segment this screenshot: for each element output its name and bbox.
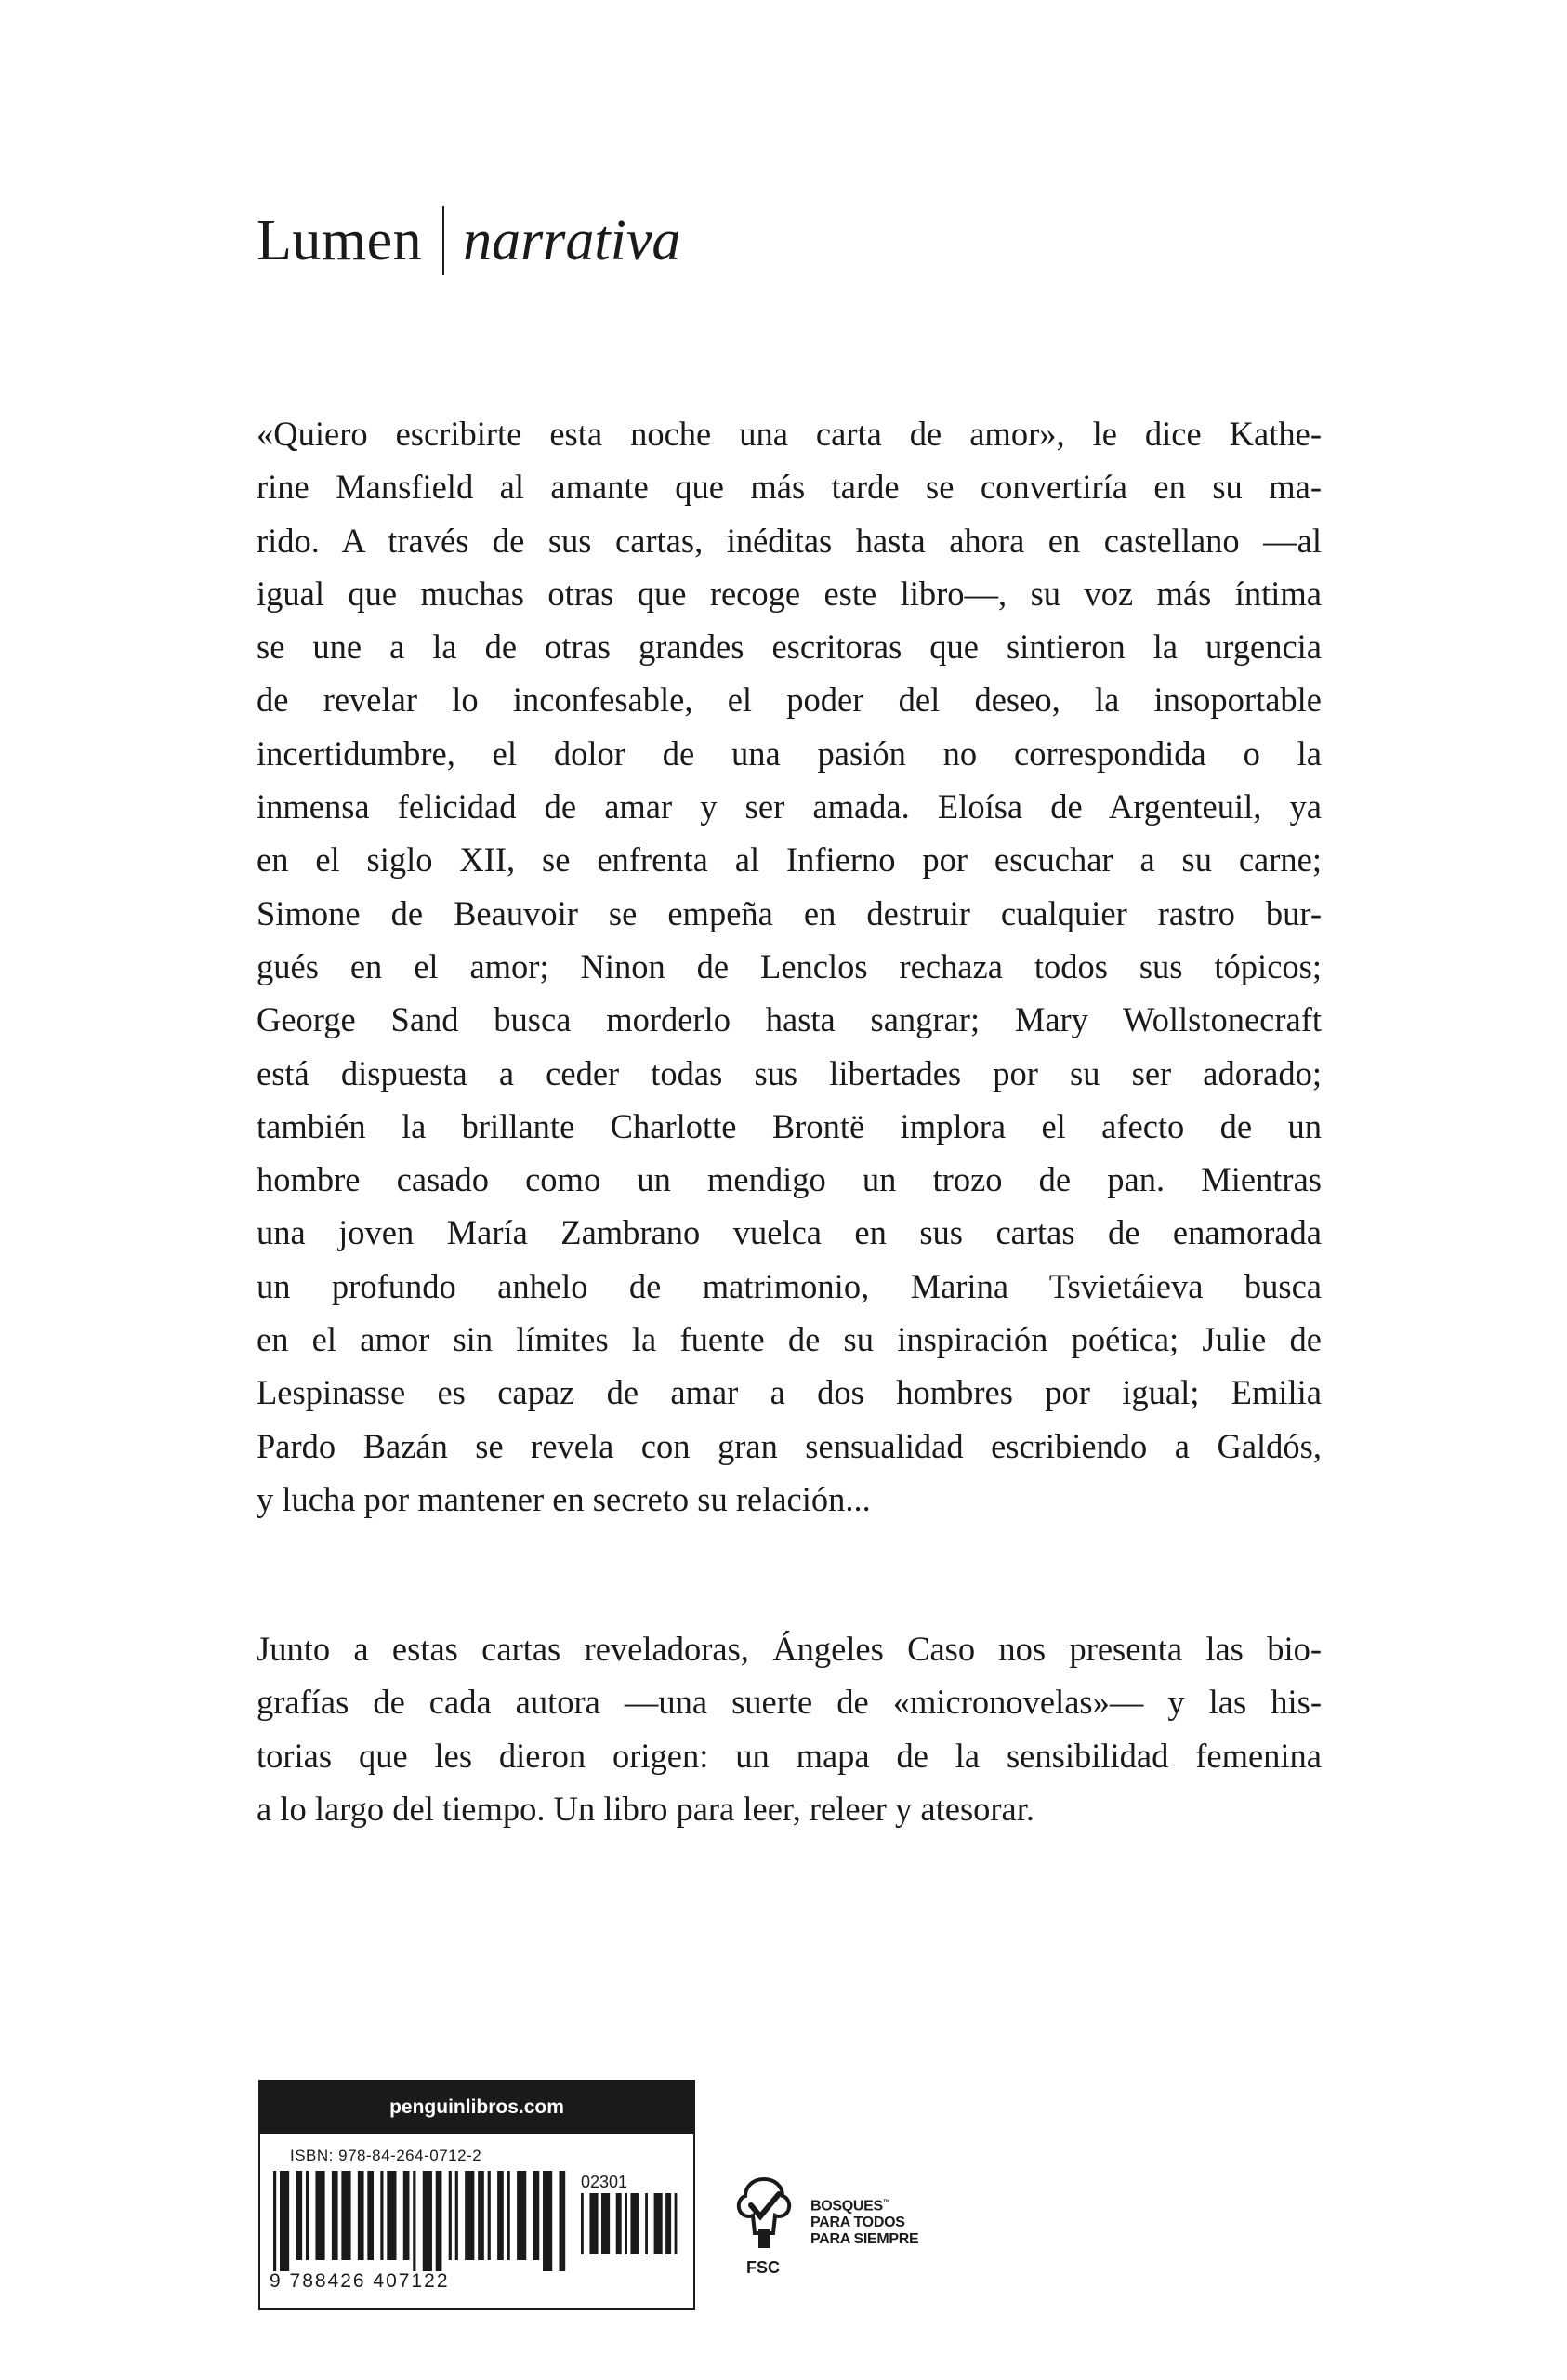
blurb-line: y lucha por mantener en secreto su relación... xyxy=(257,1479,871,1518)
imprint-divider xyxy=(442,206,444,275)
blurb-paragraph-2 xyxy=(257,1622,1322,1835)
barcode-bar xyxy=(296,2171,302,2260)
barcode-bar xyxy=(478,2171,484,2260)
barcode-bar xyxy=(423,2171,432,2271)
blurb-line: incertidumbre, el dolor de una pasión no correspondida o la xyxy=(257,734,1322,773)
fsc-tree-icon xyxy=(734,2174,805,2278)
fsc-tm: ™ xyxy=(882,2198,890,2206)
barcode-bar xyxy=(367,2171,374,2260)
barcode-bar xyxy=(645,2193,648,2254)
barcode-bar xyxy=(332,2171,338,2260)
barcode-bar xyxy=(465,2171,474,2260)
blurb-line: inmensa felicidad de amar y ser amada. Eloísa de Argenteuil, ya xyxy=(257,787,1322,826)
blurb-line: rido. A través de sus cartas, inéditas hasta ahora en castellano —al xyxy=(257,521,1322,560)
fsc-line-2: PARA TODOS xyxy=(810,2215,905,2231)
barcode-bar xyxy=(455,2171,458,2260)
imprint-logo xyxy=(257,206,680,275)
blurb-line: se une a la de otras grandes escritoras que sintieron la urgencia xyxy=(257,628,1322,667)
blurb-line: de revelar lo inconfesable, el poder del deseo, la insoportable xyxy=(257,681,1322,720)
imprint-series: narrativa xyxy=(463,209,681,272)
barcode-bar xyxy=(675,2193,678,2254)
blurb-line: rine Mansfield al amante que más tarde se convertiría en su ma- xyxy=(257,468,1322,507)
barcode-bar xyxy=(665,2193,671,2254)
ean-barcode-bars xyxy=(273,2171,569,2271)
barcode-bar xyxy=(315,2171,324,2260)
barcode-bar xyxy=(380,2171,383,2260)
blurb-line: hombre casado como un mendigo un trozo de pan. Mientras xyxy=(257,1160,1322,1199)
blurb-line: un profundo anhelo de matrimonio, Marina Tsvietáieva busca xyxy=(257,1266,1322,1305)
barcode-bar xyxy=(581,2193,584,2254)
barcode-bar xyxy=(507,2171,510,2260)
blurb-line: «Quiero escribirte esta noche una carta de amor», le dice Kathe- xyxy=(257,415,1322,453)
blurb-line: Lespinasse es capaz de amar a dos hombres por igual; Emilia xyxy=(257,1373,1322,1412)
imprint-brand: Lumen xyxy=(257,209,423,272)
website-label: penguinlibros.com xyxy=(260,2082,693,2134)
barcode-bar xyxy=(341,2171,350,2260)
barcode-block xyxy=(258,2080,695,2310)
addon-barcode-bars xyxy=(581,2193,683,2266)
barcode-bar xyxy=(387,2171,396,2260)
barcode-bar xyxy=(358,2171,364,2260)
barcode-bar xyxy=(616,2193,622,2254)
blurb-line: gués en el amor; Ninon de Lenclos rechaza todos sus tópicos; xyxy=(257,946,1322,985)
fsc-label: FSC xyxy=(746,2258,780,2277)
barcode-bar xyxy=(280,2171,289,2271)
barcode-bar xyxy=(403,2171,410,2260)
barcode-bar xyxy=(497,2171,504,2260)
blurb-line: grafías de cada autora —una suerte de «micronovelas»— y las his- xyxy=(257,1683,1322,1722)
barcode-bar xyxy=(543,2171,552,2271)
blurb-line: a lo largo del tiempo. Un libro para leer, releer y atesorar. xyxy=(257,1789,1035,1828)
barcode-bar xyxy=(560,2171,566,2271)
fsc-logo xyxy=(734,2174,918,2278)
fsc-slogan xyxy=(810,2194,918,2248)
blurb-line: en el amor sin límites la fuente de su inspiración poética; Julie de xyxy=(257,1320,1322,1359)
ean-digits: 9 788426 407122 xyxy=(270,2270,450,2292)
blurb-line: también la brillante Charlotte Brontë implora el afecto de un xyxy=(257,1106,1322,1145)
blurb-line: igual que muchas otras que recoge este libro—, su voz más íntima xyxy=(257,574,1322,613)
barcode-bar xyxy=(589,2193,598,2254)
blurb-paragraph-1 xyxy=(257,407,1322,1526)
barcode-bar xyxy=(488,2171,491,2260)
fsc-line-3: PARA SIEMPRE xyxy=(810,2231,919,2248)
blurb-line: Junto a estas cartas reveladoras, Ángeles Caso nos presenta las bio- xyxy=(257,1630,1322,1668)
blurb-line: Simone de Beauvoir se empeña en destruir cualquier rastro bur- xyxy=(257,893,1322,932)
barcode-bar xyxy=(413,2171,415,2271)
blurb-line: una joven María Zambrano vuelca en sus cartas de enamorada xyxy=(257,1213,1322,1252)
barcode-bar xyxy=(273,2171,276,2271)
barcode-bar xyxy=(449,2171,452,2260)
blurb-line: Pardo Bazán se revela con gran sensualidad escribiendo a Galdós, xyxy=(257,1426,1322,1465)
blurb-line: en el siglo XII, se enfrenta al Infierno por escuchar a su carne; xyxy=(257,840,1322,879)
blurb-line: George Sand busca morderlo hasta sangrar; Mary Wollstonecraft xyxy=(257,1000,1322,1039)
blurb-line: torias que les dieron origen: un mapa de la sensibilidad femenina xyxy=(257,1736,1322,1775)
barcode-bar xyxy=(436,2171,442,2271)
barcode-bar xyxy=(306,2171,309,2260)
barcode-bar xyxy=(654,2193,663,2254)
addon-code: 02301 xyxy=(581,2173,628,2191)
tree-check-icon xyxy=(734,2174,794,2254)
barcode-bar xyxy=(601,2193,610,2254)
isbn-label: ISBN: 978-84-264-0712-2 xyxy=(290,2147,482,2164)
barcode-bar xyxy=(533,2171,540,2260)
barcode-bar xyxy=(517,2171,526,2260)
blurb-line: está dispuesta a ceder todas sus libertades por su ser adorado; xyxy=(257,1053,1322,1092)
barcode-bar xyxy=(630,2193,639,2254)
barcode-bar xyxy=(625,2193,627,2254)
fsc-line-1: BOSQUES xyxy=(810,2198,883,2215)
